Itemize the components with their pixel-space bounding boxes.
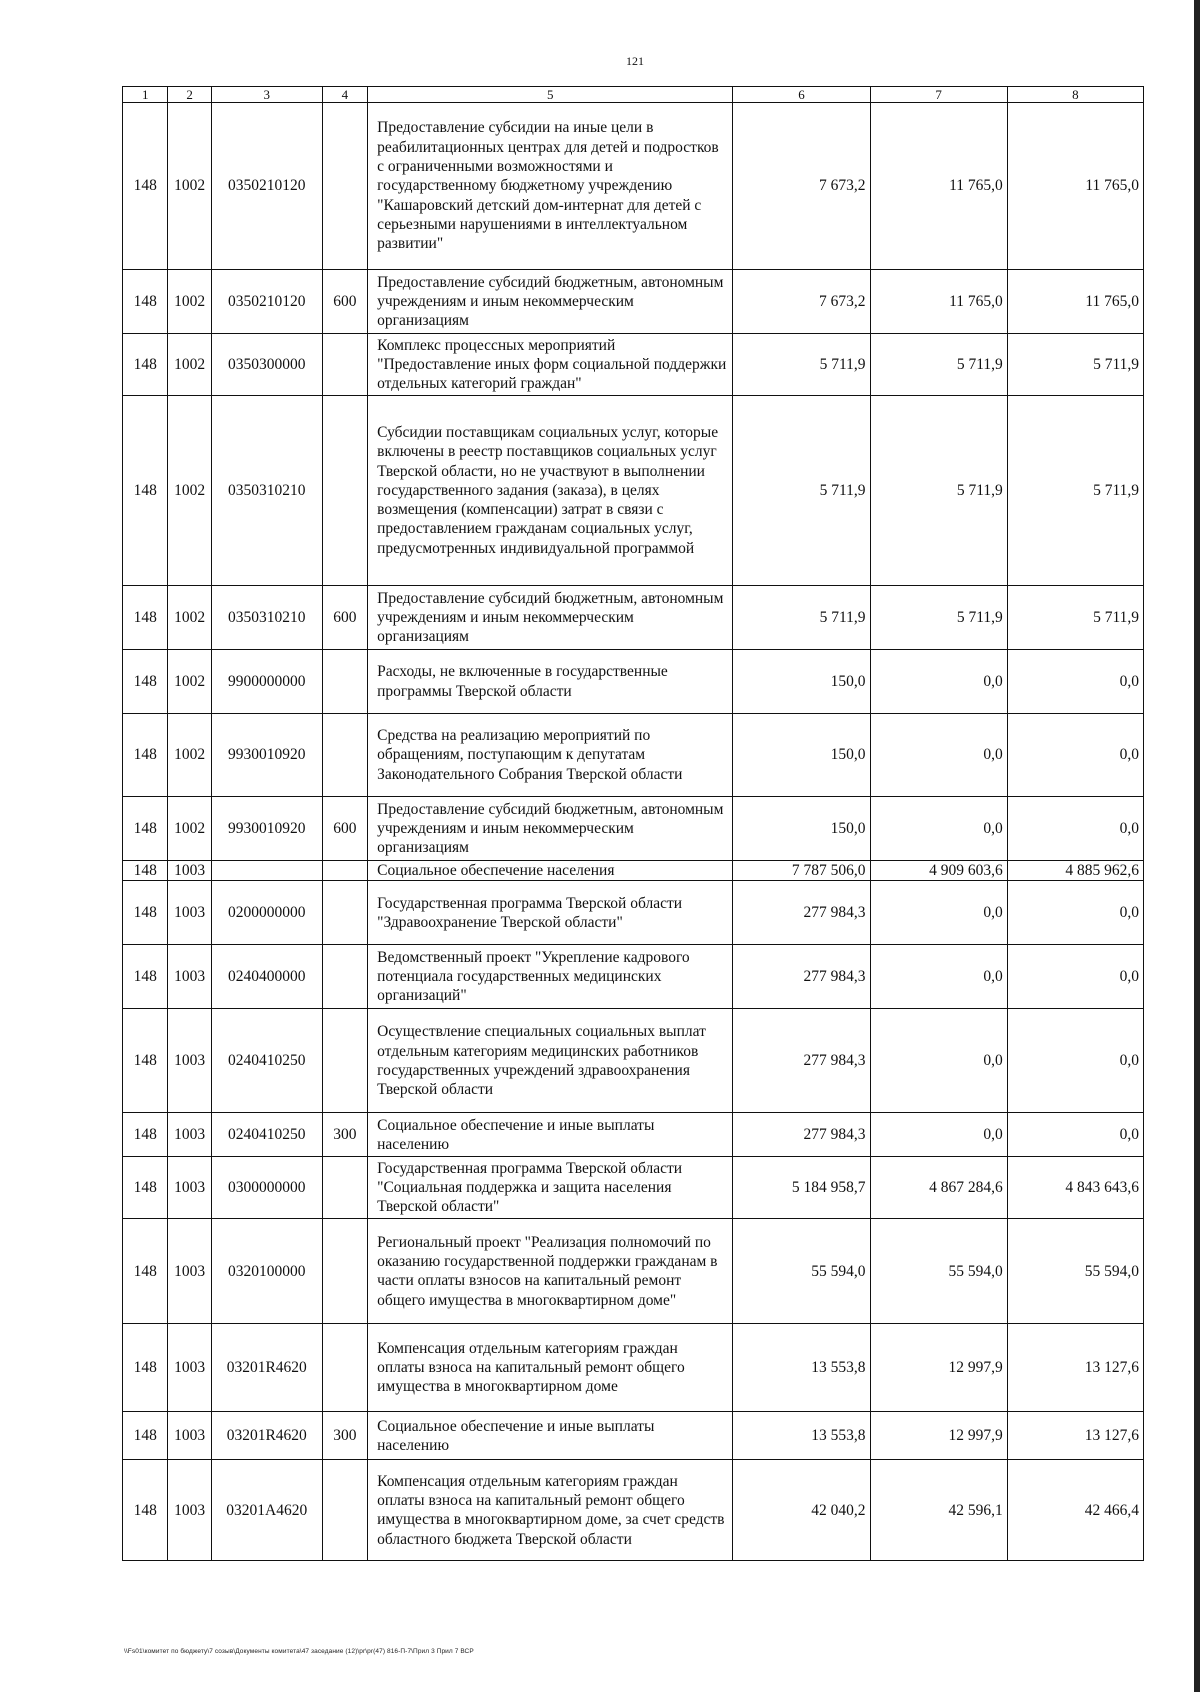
cell-amount-1: 277 984,3 — [733, 945, 870, 1009]
cell-target-article: 9930010920 — [211, 714, 322, 797]
cell-description: Предоставление субсидий бюджетным, автономным учреждениям и иным некоммерческим организациям — [368, 797, 733, 861]
cell-section-code: 1003 — [168, 881, 211, 945]
cell-admin-code: 148 — [123, 586, 168, 650]
cell-target-article: 0300000000 — [211, 1157, 322, 1219]
cell-target-article — [211, 861, 322, 881]
header-cell-6: 6 — [733, 87, 870, 103]
cell-amount-3: 5 711,9 — [1007, 586, 1143, 650]
cell-expense-type — [322, 1009, 367, 1113]
table-row — [123, 1009, 1144, 1113]
cell-admin-code: 148 — [123, 1113, 168, 1157]
cell-section-code: 1002 — [168, 334, 211, 396]
table-row — [123, 334, 1144, 396]
cell-description: Социальное обеспечение и иные выплаты населению — [368, 1113, 733, 1157]
cell-amount-3: 11 765,0 — [1007, 270, 1143, 334]
header-cell-2: 2 — [168, 87, 211, 103]
cell-target-article: 9900000000 — [211, 650, 322, 714]
cell-admin-code: 148 — [123, 1412, 168, 1460]
cell-expense-type: 600 — [322, 270, 367, 334]
cell-amount-1: 5 711,9 — [733, 586, 870, 650]
cell-section-code: 1003 — [168, 1324, 211, 1412]
cell-amount-1: 5 711,9 — [733, 396, 870, 586]
cell-amount-1: 150,0 — [733, 797, 870, 861]
cell-amount-3: 0,0 — [1007, 1113, 1143, 1157]
header-cell-8: 8 — [1007, 87, 1143, 103]
cell-amount-1: 277 984,3 — [733, 881, 870, 945]
cell-expense-type — [322, 103, 367, 270]
cell-amount-2: 0,0 — [870, 1009, 1007, 1113]
cell-amount-1: 55 594,0 — [733, 1219, 870, 1324]
cell-expense-type — [322, 396, 367, 586]
cell-amount-2: 5 711,9 — [870, 396, 1007, 586]
cell-description: Государственная программа Тверской области "Социальная поддержка и защита населения Тверской области" — [368, 1157, 733, 1219]
cell-expense-type: 600 — [322, 586, 367, 650]
cell-section-code: 1003 — [168, 1460, 211, 1561]
cell-amount-2: 0,0 — [870, 945, 1007, 1009]
table-row — [123, 1460, 1144, 1561]
cell-amount-2: 42 596,1 — [870, 1460, 1007, 1561]
table-row — [123, 714, 1144, 797]
cell-admin-code: 148 — [123, 1324, 168, 1412]
cell-target-article: 0240400000 — [211, 945, 322, 1009]
page-number: 121 — [626, 54, 644, 68]
cell-target-article: 0320100000 — [211, 1219, 322, 1324]
cell-admin-code: 148 — [123, 1460, 168, 1561]
cell-expense-type — [322, 945, 367, 1009]
cell-amount-3: 55 594,0 — [1007, 1219, 1143, 1324]
cell-description: Социальное обеспечение и иные выплаты населению — [368, 1412, 733, 1460]
cell-target-article: 0200000000 — [211, 881, 322, 945]
cell-expense-type — [322, 1460, 367, 1561]
cell-description: Предоставление субсидии на иные цели в реабилитационных центрах для детей и подростков с ограниченными возможностями и государственному бюджетному учреждению "Кашаровский детский дом-интернат для детей с серьезными нарушениями в интеллектуальном развитии" — [368, 103, 733, 270]
cell-description: Компенсация отдельным категориям граждан оплаты взноса на капитальный ремонт общего имущества в многоквартирном доме, за счет средств областного бюджета Тверской области — [368, 1460, 733, 1561]
table-row — [123, 881, 1144, 945]
cell-amount-2: 5 711,9 — [870, 586, 1007, 650]
cell-expense-type — [322, 334, 367, 396]
cell-target-article: 9930010920 — [211, 797, 322, 861]
cell-amount-1: 7 787 506,0 — [733, 861, 870, 881]
cell-description: Компенсация отдельным категориям граждан оплаты взноса на капитальный ремонт общего имущества в многоквартирном доме — [368, 1324, 733, 1412]
cell-target-article: 0350310210 — [211, 586, 322, 650]
cell-description: Предоставление субсидий бюджетным, автономным учреждениям и иным некоммерческим организациям — [368, 586, 733, 650]
cell-admin-code: 148 — [123, 945, 168, 1009]
cell-description: Государственная программа Тверской области "Здравоохранение Тверской области" — [368, 881, 733, 945]
table-row — [123, 945, 1144, 1009]
cell-expense-type — [322, 1157, 367, 1219]
cell-amount-2: 55 594,0 — [870, 1219, 1007, 1324]
cell-amount-2: 12 997,9 — [870, 1412, 1007, 1460]
cell-admin-code: 148 — [123, 270, 168, 334]
cell-amount-1: 150,0 — [733, 650, 870, 714]
table-row — [123, 1113, 1144, 1157]
cell-amount-3: 5 711,9 — [1007, 396, 1143, 586]
cell-section-code: 1002 — [168, 396, 211, 586]
cell-section-code: 1003 — [168, 861, 211, 881]
cell-section-code: 1003 — [168, 945, 211, 1009]
cell-admin-code: 148 — [123, 1009, 168, 1113]
cell-expense-type: 300 — [322, 1412, 367, 1460]
cell-target-article: 0350210120 — [211, 270, 322, 334]
table-row — [123, 270, 1144, 334]
table-row-section-total — [123, 861, 1144, 881]
cell-amount-2: 12 997,9 — [870, 1324, 1007, 1412]
cell-target-article: 0240410250 — [211, 1113, 322, 1157]
cell-section-code: 1002 — [168, 797, 211, 861]
table-row — [123, 1219, 1144, 1324]
cell-amount-3: 13 127,6 — [1007, 1324, 1143, 1412]
cell-admin-code: 148 — [123, 797, 168, 861]
cell-amount-1: 150,0 — [733, 714, 870, 797]
cell-admin-code: 148 — [123, 396, 168, 586]
cell-target-article: 03201A4620 — [211, 1460, 322, 1561]
cell-section-code: 1003 — [168, 1113, 211, 1157]
cell-admin-code: 148 — [123, 881, 168, 945]
cell-description: Региональный проект "Реализация полномочий по оказанию государственной поддержки гражданам в части оплаты взносов на капитальный ремонт общего имущества в многоквартирном доме" — [368, 1219, 733, 1324]
cell-amount-2: 0,0 — [870, 714, 1007, 797]
cell-admin-code: 148 — [123, 1157, 168, 1219]
cell-target-article: 03201R4620 — [211, 1412, 322, 1460]
cell-amount-2: 0,0 — [870, 1113, 1007, 1157]
cell-description: Ведомственный проект "Укрепление кадрового потенциала государственных медицинских организаций" — [368, 945, 733, 1009]
cell-amount-1: 42 040,2 — [733, 1460, 870, 1561]
cell-description: Осуществление специальных социальных выплат отдельным категориям медицинских работников государственных учреждений здравоохранения Тверской области — [368, 1009, 733, 1113]
cell-expense-type — [322, 1324, 367, 1412]
cell-section-code: 1002 — [168, 714, 211, 797]
cell-target-article: 0350310210 — [211, 396, 322, 586]
cell-target-article: 0240410250 — [211, 1009, 322, 1113]
cell-expense-type: 600 — [322, 797, 367, 861]
table-row — [123, 1412, 1144, 1460]
cell-amount-1: 5 184 958,7 — [733, 1157, 870, 1219]
cell-expense-type — [322, 714, 367, 797]
cell-expense-type — [322, 650, 367, 714]
cell-amount-1: 13 553,8 — [733, 1412, 870, 1460]
cell-section-code: 1002 — [168, 586, 211, 650]
cell-amount-2: 11 765,0 — [870, 103, 1007, 270]
cell-amount-1: 5 711,9 — [733, 334, 870, 396]
cell-description: Предоставление субсидий бюджетным, автономным учреждениям и иным некоммерческим организациям — [368, 270, 733, 334]
cell-expense-type: 300 — [322, 1113, 367, 1157]
cell-amount-2: 4 909 603,6 — [870, 861, 1007, 881]
table-row — [123, 103, 1144, 270]
cell-amount-3: 0,0 — [1007, 881, 1143, 945]
cell-target-article: 03201R4620 — [211, 1324, 322, 1412]
cell-amount-2: 0,0 — [870, 797, 1007, 861]
table-row — [123, 586, 1144, 650]
cell-amount-3: 5 711,9 — [1007, 334, 1143, 396]
header-cell-1: 1 — [123, 87, 168, 103]
cell-amount-1: 277 984,3 — [733, 1113, 870, 1157]
cell-amount-2: 5 711,9 — [870, 334, 1007, 396]
cell-admin-code: 148 — [123, 103, 168, 270]
cell-admin-code: 148 — [123, 714, 168, 797]
table-row — [123, 1157, 1144, 1219]
table-row — [123, 650, 1144, 714]
cell-section-code: 1003 — [168, 1009, 211, 1113]
file-path-footer: \\Fs01\комитет по бюджету\7 созыв\Документы комитета\47 заседание (12)\pr\pr(47) 816-П-7\Прил 3 Прил 7 ВСР — [124, 1648, 474, 1655]
table-row — [123, 1324, 1144, 1412]
cell-section-code: 1003 — [168, 1157, 211, 1219]
cell-expense-type — [322, 1219, 367, 1324]
cell-expense-type — [322, 861, 367, 881]
cell-amount-1: 277 984,3 — [733, 1009, 870, 1113]
cell-amount-3: 4 885 962,6 — [1007, 861, 1143, 881]
header-row — [123, 87, 1144, 103]
cell-amount-2: 0,0 — [870, 881, 1007, 945]
cell-section-code: 1003 — [168, 1219, 211, 1324]
cell-description: Социальное обеспечение населения — [368, 861, 733, 881]
header-cell-3: 3 — [211, 87, 322, 103]
cell-section-code: 1002 — [168, 650, 211, 714]
cell-description: Субсидии поставщикам социальных услуг, которые включены в реестр поставщиков социальных услуг Тверской области, но не участвуют в выполнении государственного задания (заказа), в целях возмещения (компенсации) затрат в связи с предоставлением гражданам социальных услуг, предусмотренных индивидуальной программой — [368, 396, 733, 586]
budget-table — [122, 86, 1144, 1561]
cell-admin-code: 148 — [123, 650, 168, 714]
cell-amount-3: 0,0 — [1007, 945, 1143, 1009]
cell-amount-3: 0,0 — [1007, 1009, 1143, 1113]
cell-amount-3: 0,0 — [1007, 650, 1143, 714]
cell-amount-3: 11 765,0 — [1007, 103, 1143, 270]
cell-amount-3: 42 466,4 — [1007, 1460, 1143, 1561]
cell-description: Комплекс процессных мероприятий "Предоставление иных форм социальной поддержки отдельных категорий граждан" — [368, 334, 733, 396]
cell-admin-code: 148 — [123, 1219, 168, 1324]
cell-expense-type — [322, 881, 367, 945]
cell-amount-1: 13 553,8 — [733, 1324, 870, 1412]
cell-amount-3: 13 127,6 — [1007, 1412, 1143, 1460]
cell-admin-code: 148 — [123, 334, 168, 396]
table-row — [123, 396, 1144, 586]
cell-amount-1: 7 673,2 — [733, 103, 870, 270]
header-cell-7: 7 — [870, 87, 1007, 103]
cell-amount-3: 0,0 — [1007, 714, 1143, 797]
cell-amount-1: 7 673,2 — [733, 270, 870, 334]
cell-target-article: 0350210120 — [211, 103, 322, 270]
cell-section-code: 1003 — [168, 1412, 211, 1460]
cell-amount-2: 4 867 284,6 — [870, 1157, 1007, 1219]
header-cell-5: 5 — [368, 87, 733, 103]
cell-description: Средства на реализацию мероприятий по обращениям, поступающим к депутатам Законодательного Собрания Тверской области — [368, 714, 733, 797]
cell-section-code: 1002 — [168, 270, 211, 334]
cell-admin-code: 148 — [123, 861, 168, 881]
cell-amount-2: 0,0 — [870, 650, 1007, 714]
table-row — [123, 797, 1144, 861]
cell-amount-3: 0,0 — [1007, 797, 1143, 861]
cell-target-article: 0350300000 — [211, 334, 322, 396]
cell-amount-2: 11 765,0 — [870, 270, 1007, 334]
header-cell-4: 4 — [322, 87, 367, 103]
cell-section-code: 1002 — [168, 103, 211, 270]
cell-description: Расходы, не включенные в государственные программы Тверской области — [368, 650, 733, 714]
cell-amount-3: 4 843 643,6 — [1007, 1157, 1143, 1219]
scan-edge — [1194, 0, 1200, 1692]
